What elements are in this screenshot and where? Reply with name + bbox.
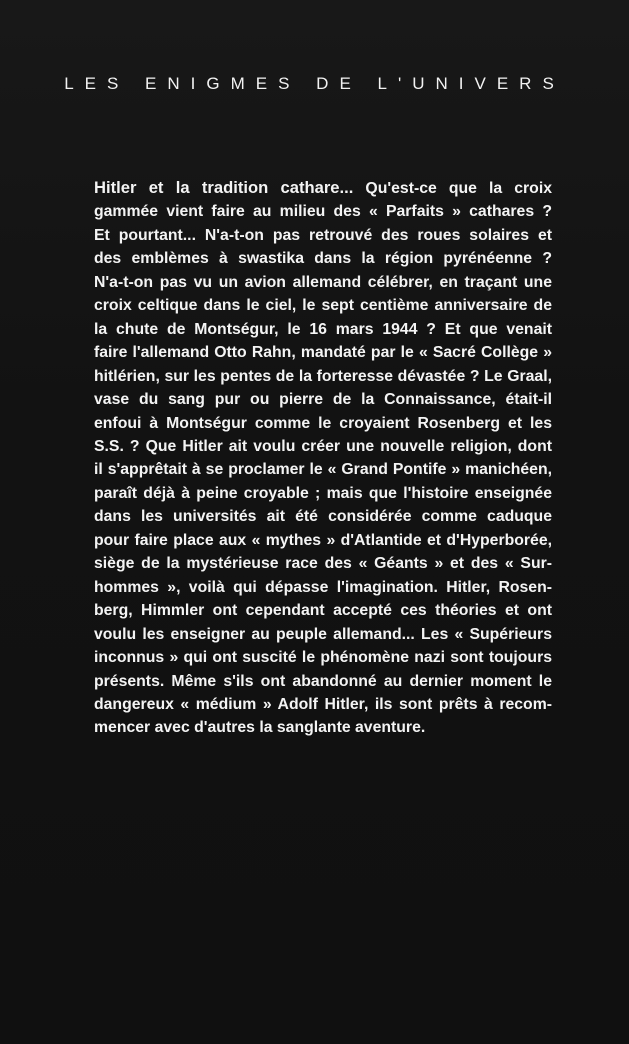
blurb-line-last: mencer avec d'autres la sanglante aventure. — [94, 719, 426, 737]
blurb-line: voulu les enseigner au peuple allemand... Les « Supérieurs — [94, 625, 552, 643]
blurb-line: la chute de Montségur, le 16 mars 1944 ? Et que venait — [94, 320, 552, 338]
blurb-line: croix celtique dans le ciel, le sept centième anniversaire de — [94, 297, 552, 315]
blurb-line: pour faire place aux « mythes » d'Atlantide et d'Hyperborée, — [94, 531, 552, 549]
blurb-line: des emblèmes à swastika dans la région pyrénéenne ? — [94, 250, 552, 268]
blurb-line: hommes », voilà qui dépasse l'imagination. Hitler, Rosen- — [94, 578, 552, 596]
back-cover-blurb — [94, 176, 552, 740]
blurb-line: berg, Himmler ont cependant accepté ces théories et ont — [94, 602, 552, 620]
blurb-line: paraît déjà à peine croyable ; mais que l'histoire enseignée — [94, 484, 552, 502]
blurb-line: présents. Même s'ils ont abandonné au dernier moment le — [94, 672, 552, 690]
blurb-line-1 — [94, 176, 552, 200]
blurb-line: vase du sang pur ou pierre de la Connaissance, était-il — [94, 391, 552, 409]
blurb-line: gammée vient faire au milieu des « Parfaits » cathares ? — [94, 203, 552, 221]
blurb-line: dans les universités ait été considérée comme caduque — [94, 508, 552, 526]
blurb-line: siège de la mystérieuse race des « Géants » et des « Sur- — [94, 555, 552, 573]
blurb-lead: Hitler et la tradition cathare... — [94, 178, 354, 197]
blurb-line: enfoui à Montségur comme le croyaient Rosenberg et les — [94, 414, 552, 432]
blurb-line: S.S. ? Que Hitler ait voulu créer une nouvelle religion, dont — [94, 437, 552, 455]
blurb-line: N'a-t-on pas vu un avion allemand célébrer, en traçant une — [94, 273, 552, 291]
blurb-line: inconnus » qui ont suscité le phénomène nazi sont toujours — [94, 649, 552, 667]
blurb-line: dangereux « médium » Adolf Hitler, ils sont prêts à recom- — [94, 695, 552, 713]
blurb-line: Et pourtant... N'a-t-on pas retrouvé des roues solaires et — [94, 226, 552, 244]
series-title: LES ENIGMES DE L'UNIVERS — [64, 74, 565, 93]
blurb-line-text: Qu'est-ce que la croix — [353, 180, 552, 197]
blurb-line: faire l'allemand Otto Rahn, mandaté par le « Sacré Collège » — [94, 344, 552, 362]
blurb-line: il s'apprêtait à se proclamer le « Grand Pontife » manichéen, — [94, 461, 552, 479]
blurb-line: hitlérien, sur les pentes de la forteresse dévastée ? Le Graal, — [94, 367, 552, 385]
